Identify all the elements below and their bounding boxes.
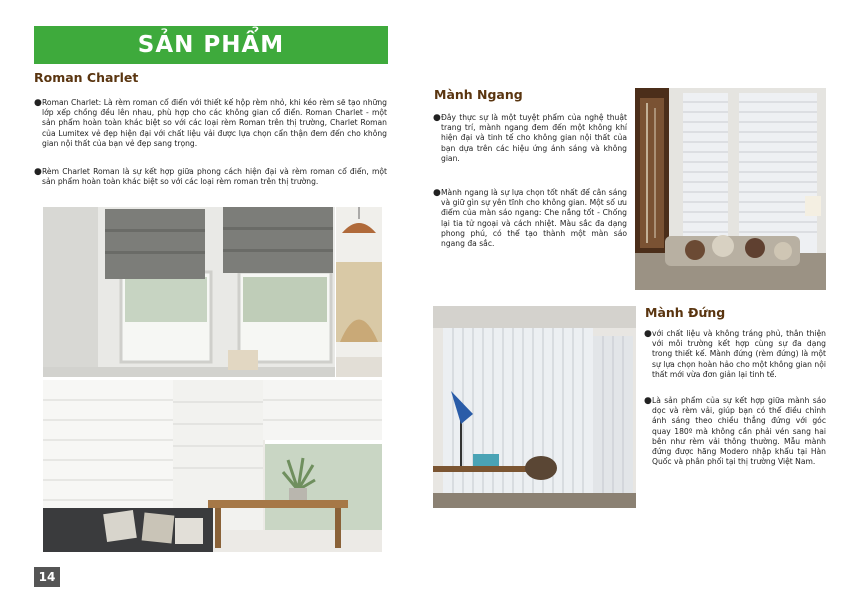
- ngang-bullet-1: ● Đây thực sự là một tuyệt phẩm của nghệ thuật trang trí, mành ngang đem đến một không khí hiện đại và tinh tế cho không gian nội thất của bạn dựa trên các hiệu ứng ánh sáng và không gian.: [433, 113, 627, 163]
- section-banner: [34, 26, 388, 64]
- ngang-photo: [635, 88, 826, 290]
- bullet-dot-icon: ●: [433, 113, 441, 123]
- dung-bullet-2: ● Là sản phẩm của sự kết hợp giữa mành sáo dọc và rèm vải, giúp bạn có thể điều chỉnh ánh sáng theo chiều thẳng đứng với góc quay 180º mà không cần phải vén sang hai bên như rèm vải thông thường. Mẫu mành đứng được hãng Modero nhập khẩu tại Hàn Quốc và phân phối tại thị trường Việt Nam.: [644, 396, 826, 467]
- roman-photo-bottom: [43, 380, 382, 552]
- dung-title: Mành Đứng: [645, 305, 726, 320]
- roman-photo-side: [336, 207, 382, 377]
- dung-photo: [433, 306, 636, 508]
- ngang-title: Mành Ngang: [434, 87, 523, 102]
- roman-bullet-2: ● Rèm Charlet Roman là sự kết hợp giữa phong cách hiện đại và rèm roman cổ điển, một sản phẩm hoàn toàn khác biệt so với các loại rèm roman trên thị trường.: [34, 167, 387, 187]
- bullet-dot-icon: ●: [433, 188, 441, 198]
- bullet-dot-icon: ●: [34, 98, 42, 108]
- banner-title: SẢN PHẨM: [137, 32, 285, 58]
- roman-bullet-1: ● Roman Charlet: Là rèm roman cổ điển với thiết kế hộp rèm nhỏ, khi kéo rèm sẽ tạo những lớp xếp chồng đều lên nhau, phù hợp cho các không gian cổ điển. Roman Charlet - một sản phẩm hoàn toàn khác biệt so với các loại rèm Roman trên thị trường, Charlet Roman của Lumitex vẻ đẹp hiện đại với chất liệu vải được lựa chọn cẩn thận đem đến cho không gian nội thất của bạn vẻ đẹp sang trọng.: [34, 98, 387, 148]
- dung-bullet-1: ● với chất liệu và không tráng phủ, thân thiện với môi trường kết hợp cùng sự đa dạng trong thiết kế. Mành đứng (rèm đứng) là một sự lựa chọn hoàn hảo cho một không gian nội thất mới vừa đơn giản lại tinh tế.: [644, 329, 826, 379]
- bullet-dot-icon: ●: [644, 396, 652, 406]
- bullet-dot-icon: ●: [34, 167, 42, 177]
- roman-photo-top: [43, 207, 335, 377]
- page-number: 14: [34, 567, 60, 587]
- ngang-bullet-2: ● Mành ngang là sự lựa chọn tốt nhất để cân sáng và giữ gìn sự yên tĩnh cho không gian. Một số ưu điểm của màn sáo ngang: Che nắng tốt - Chống lại tia tử ngoại và cách nhiệt. Màu sắc đa dạng phong phú, có thể tạo thành một màn sáo ngang đa sắc.: [433, 188, 627, 249]
- bullet-dot-icon: ●: [644, 329, 652, 339]
- roman-title: Roman Charlet: [34, 70, 139, 85]
